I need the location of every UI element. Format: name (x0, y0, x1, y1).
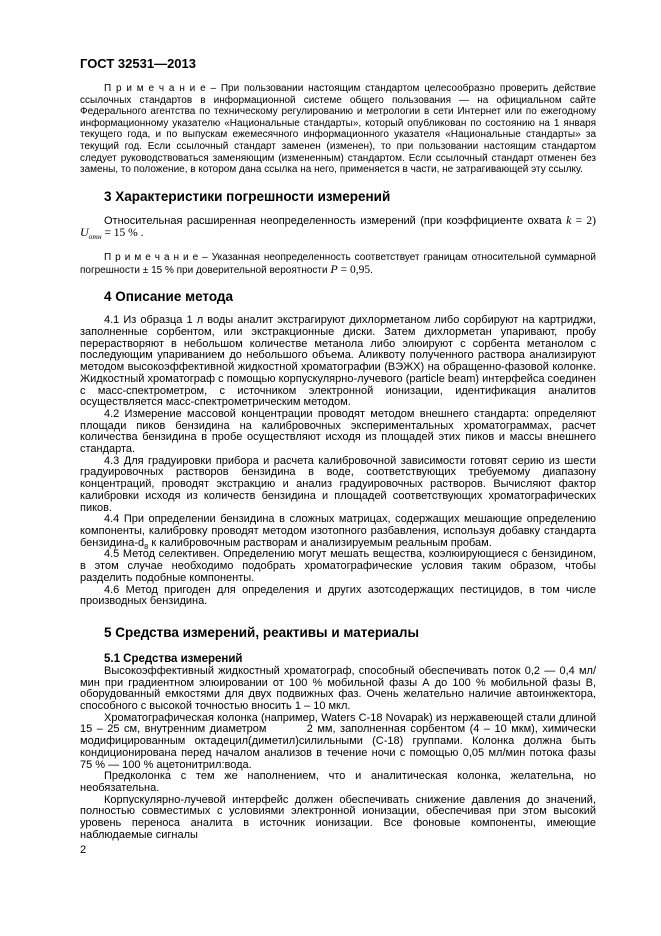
subsection-heading-5-1: 5.1 Средства измерений (104, 652, 243, 665)
doc-code-header: ГОСТ 32531—2013 (80, 56, 196, 71)
coverage-factor-symbol: k (566, 212, 572, 227)
uncertainty-note-paragraph (80, 252, 596, 276)
intro-note-paragraph (80, 83, 596, 176)
coverage-factor-value: = 2) (571, 214, 596, 227)
paragraph-4-4-text: 4.4 При определении бензидина в сложных матрицах, содержащих мешающие определению компоненты, калибровку проводят методом изотопного разбавления, используя добавку стандарта бензидина-d (80, 513, 596, 549)
page-number: 2 (80, 844, 87, 857)
uncertainty-subscript: отн (88, 232, 102, 242)
section-heading-3: 3 Характеристики погрешности измерений (104, 188, 391, 204)
vertical-spacer (80, 240, 596, 252)
uncertainty-value: = 15 % . (101, 227, 144, 240)
paragraph-4-3: 4.3 Для градуировки прибора и расчета калибровочной зависимости готовят серию из шести градуировочных растворов бензидина в воде, соответствующих требуемому диапазону концентраций, проводят экстракцию и анализ градуировочных растворов. Вычисляют фактор калибровки исходя из количеств бензидина и площадей соответствующих хроматографических пиков. (80, 454, 596, 514)
note-body-end: . (370, 264, 373, 276)
note-label: П р и м е ч а н и е (104, 252, 199, 264)
paragraph-4-1: 4.1 Из образца 1 л воды аналит экстрагируют дихлорметаном либо сорбируют на картриджи, заполненные сорбентом, или экстракционные диски. Затем дихлорметан упаривают, пробу перерастворяют в небольшом количестве метанола либо элюируют с сорбента метанолом с последующим упариванием до небольшого объема. Аликвоту полученного раствора анализируют методом высокоэффективной жидкостной хроматографии (ВЭЖХ) на обращенно-фазовой колонке. Жидкостный хроматограф с помощью корпускулярно-лучевого (particle beam) интерфейса соединен с масс-спектрометром, с источником электронной ионизации, идентификация аналитов осуществляется масс-спектрометрическим методом. (80, 314, 596, 409)
paragraph-4-5: 4.5 Метод селективен. Определению могут мешать вещества, коэлюирующиеся с бензидином, в этом случае необходимо подобрать хроматографические условия таким образом, чтобы разделить подобные компоненты. (80, 548, 596, 584)
paragraph-4-4-text-end: к калибровочным растворам и анализируемым реальным пробам. (148, 536, 492, 549)
note-body: – Указанная неопределенность соответствует границам относительной суммарной погрешности ± 15 % при доверительной вероятности (80, 252, 596, 276)
paragraph-chromatograph: Высокоэффективный жидкостный хроматограф, способный обеспечивать поток 0,2 — 0,4 мл/мин при градиентном элюировании от 100 % мобильной фазы А до 100 % мобильной фазы В, оборудованный емкостями для двух подвижных фаз. Очень желательно наличие автоинжектора, способного с высокой точностью вносить 1 – 10 мкл. (80, 664, 596, 713)
uncertainty-lead: Относительная расширенная неопределенность измерений (при коэффициенте охвата (104, 214, 567, 227)
paragraph-4-4 (80, 514, 596, 549)
paragraph-4-2: 4.2 Измерение массовой концентрации проводят методом внешнего стандарта: определяют площади пиков бензидина на калибровочных экспериментальных хроматограммах, расчет количества бензидина в пробе осуществляют исходя из площадей этих пиков и массы внешнего стандарта. (80, 407, 596, 456)
probability-symbol: P (330, 261, 338, 276)
note-label: П р и м е ч а н и е (104, 83, 206, 94)
section-heading-5: 5 Средства измерений, реактивы и материалы (104, 624, 419, 640)
benzidine-d8-subscript: 8 (144, 541, 149, 551)
uncertainty-symbol: U (80, 225, 89, 240)
uncertainty-paragraph (80, 212, 596, 242)
paragraph-precolumn: Предколонка с тем же наполнением, что и аналитическая колонка, желательна, но необязательна. (80, 770, 596, 794)
section-heading-4: 4 Описание метода (104, 289, 234, 305)
paragraph-interface: Корпускулярно-лучевой интерфейс должен обеспечивать снижение давления до значений, полностью совместимых с условиями электронной ионизации, обеспечивая при этом высокий уровень переноса аналита в источник ионизации. Все фоновые компоненты, имеющие наблюдаемые сигналы (80, 793, 596, 841)
probability-value: = 0,95 (337, 263, 371, 276)
paragraph-column: Хроматографическая колонка (например, Waters C-18 Novapak) из нержавеющей стали длиной 15 – 25 см, внутренним диаметром 2 мм, заполненная сорбентом (4 – 10 мкм), химически модифицированным октадецил(диметил)силильными (С-18) группами. Колонка должна быть кондиционирована перед началом анализов в течение ночи с помощью 0,05 мл/мин потока фазы 75 % — 100 % ацетонитрил:вода. (80, 711, 596, 771)
note-body: – При пользовании настоящим стандартом целесообразно проверить действие ссылочных стандартов в информационной системе общего пользования — на официальном сайте Федерального агентства по техническому регулированию и метрологии в сети Интернет или по ежегодному информационному указателю «Национальные стандарты», который опубликован по состоянию на 1 января текущего года, и по выпускам ежемесячного информационного указателя «Национальные стандарты» за текущий год. Если ссылочный стандарт заменен (изменен), то при пользовании настоящим стандартом следует руководствоваться заменяющим (измененным) стандартом. Если ссылочный стандарт отменен без замены, то положение, в котором дана ссылка на него, применяется в части, не затрагивающей эту ссылку. (80, 83, 596, 176)
paragraph-4-6: 4.6 Метод пригоден для определения и других азотсодержащих пестицидов, в том числе производных бензидина. (80, 583, 596, 608)
